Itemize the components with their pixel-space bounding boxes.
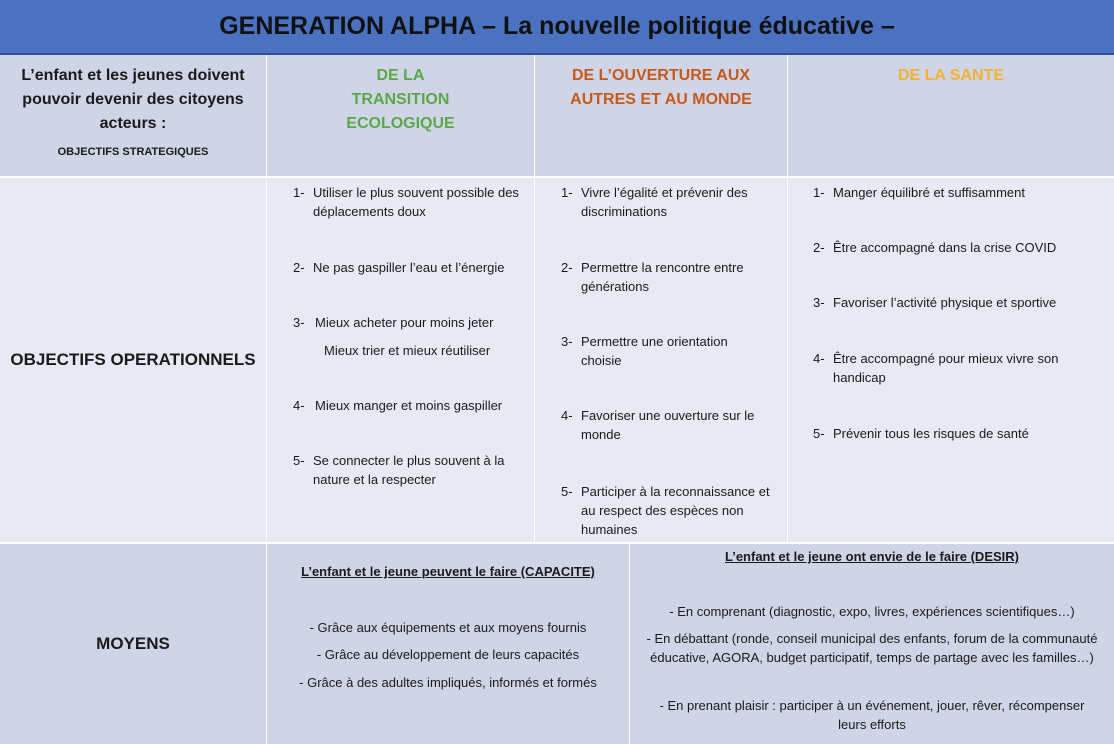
capacite-item: - Grâce à des adultes impliqués, informés et formés [299, 675, 597, 690]
grid-line [0, 176, 1114, 178]
theme-ouverture-label: DE L’OUVERTURE AUX AUTRES ET AU MONDE [570, 67, 752, 108]
capacite-item: - Grâce au développement de leurs capacités [316, 647, 580, 662]
objective-item: 2- Ne pas gaspiller l’eau et l’énergie [293, 260, 505, 275]
objective-item: 4- Être accompagné pour mieux vivre son handicap [813, 351, 1059, 385]
strategic-objectives-label: OBJECTIFS STRATEGIQUES [57, 146, 209, 158]
objective-item: 1- Utiliser le plus souvent possible des déplacements doux [293, 185, 519, 219]
objective-item: 2- Être accompagné dans la crise COVID [813, 240, 1057, 255]
operational-col-ouverture [535, 178, 787, 542]
objective-item: 4- Mieux manger et moins gaspiller [293, 398, 503, 413]
theme-sante [788, 55, 1114, 177]
grid-line [0, 542, 1114, 544]
capacite-title: L’enfant et le jeune peuvent le faire (CAPACITE) [301, 564, 595, 579]
objective-item: 4- Favoriser une ouverture sur le monde [561, 408, 755, 442]
grid-line [266, 55, 267, 744]
objective-item-extra: Mieux trier et mieux réutiliser [324, 343, 491, 358]
capacite-item: - Grâce aux équipements et aux moyens fournis [309, 620, 587, 635]
objective-item: 3- Favoriser l’activité physique et sportive [813, 295, 1057, 310]
page-title: GENERATION ALPHA – La nouvelle politique éducative – [0, 0, 1114, 55]
moyens-label-cell [0, 544, 266, 744]
operational-col-sante [788, 178, 1114, 542]
capacite-cell [267, 544, 629, 744]
objective-item: 1- Manger équilibré et suffisamment [813, 185, 1025, 200]
operational-col-ecologie [267, 178, 534, 542]
desir-item: - En comprenant (diagnostic, expo, livres, expériences scientifiques…) [669, 604, 1075, 619]
theme-ouverture [535, 55, 787, 177]
desir-title: L’enfant et le jeune ont envie de le faire (DESIR) [724, 549, 1019, 564]
objective-item: 1- Vivre l’égalité et prévenir des discriminations [561, 185, 748, 219]
operational-label: OBJECTIFS OPERATIONNELS [10, 350, 256, 369]
desir-item: - En débattant (ronde, conseil municipal des enfants, forum de la communauté éducative, AGORA, budget participatif, temps de partage avec les familles…) [646, 631, 1098, 665]
objective-item: 3- Mieux acheter pour moins jeter [293, 315, 494, 330]
objective-item: 5- Participer à la reconnaissance et au respect des espèces non humaines [561, 484, 770, 537]
intro-cell [0, 55, 266, 177]
desir-item: - En prenant plaisir : participer à un événement, jouer, rêver, récompenser leurs efforts [659, 698, 1085, 732]
theme-sante-label: DE LA SANTE [897, 67, 1005, 84]
grid-line [534, 55, 535, 542]
objective-item: 5- Prévenir tous les risques de santé [813, 426, 1029, 441]
desir-cell [630, 544, 1114, 744]
objective-item: 5- Se connecter le plus souvent à la nature et la respecter [293, 453, 505, 487]
objective-item: 2- Permettre la rencontre entre générations [561, 260, 744, 294]
theme-ecologie [267, 55, 534, 177]
moyens-label: MOYENS [96, 634, 170, 653]
intro-text: L’enfant et les jeunes doivent pouvoir devenir des citoyens acteurs : [21, 67, 245, 132]
grid-line [787, 55, 788, 542]
grid-line [629, 544, 630, 744]
operational-label-cell [0, 178, 266, 542]
objective-item: 3- Permettre une orientation choisie [561, 334, 728, 368]
theme-ecologie-label: DE LA TRANSITION ECOLOGIQUE [346, 67, 455, 132]
